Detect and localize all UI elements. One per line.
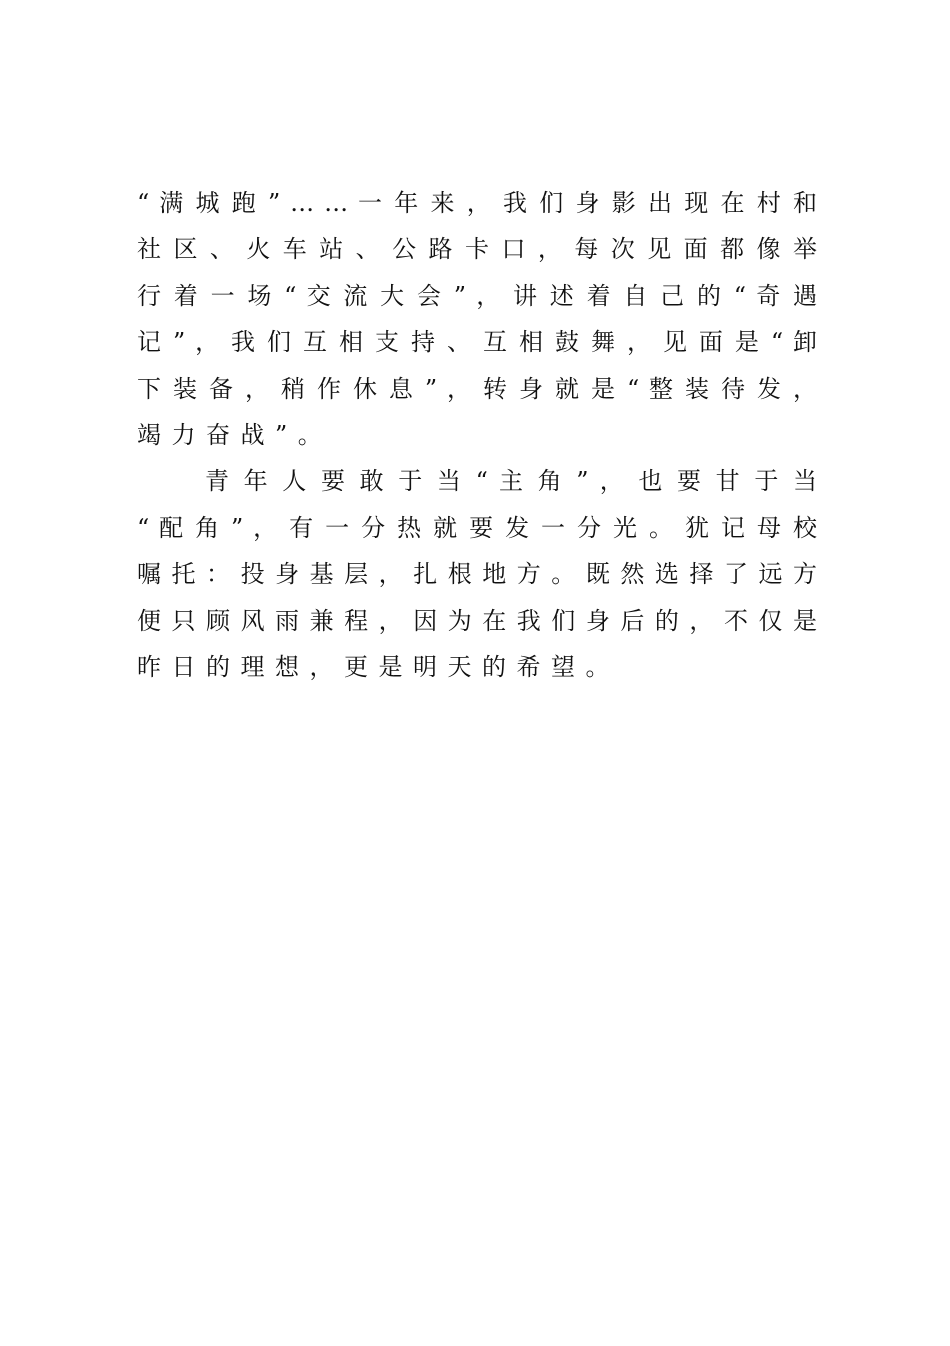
paragraph-line: “ 满 城 跑 ” … … 一 年 来 ， 我 们 身 影 出 现 在 村 和: [137, 189, 817, 217]
paragraph-line: 竭力奋战”。: [137, 420, 333, 449]
paragraph-line: 记 ” ， 我 们 互 相 支 持 、 互 相 鼓 舞 ， 见 面 是 “ 卸: [137, 328, 817, 357]
paragraph-1: [137, 180, 817, 458]
paragraph-line: 嘱 托 ： 投 身 基 层 ， 扎 根 地 方 。 既 然 选 择 了 远 方: [137, 560, 817, 589]
paragraph-2: [137, 458, 817, 690]
paragraph-line: 青 年 人 要 敢 于 当 “ 主 角 ” ， 也 要 甘 于 当: [205, 467, 817, 496]
paragraph-line: 便 只 顾 风 雨 兼 程 ， 因 为 在 我 们 身 后 的 ， 不 仅 是: [137, 606, 817, 635]
paragraph-line: 社 区 、 火 车 站 、 公 路 卡 口 ， 每 次 见 面 都 像 举: [137, 235, 817, 264]
paragraph-line: 昨日的理想，更是明天的希望。: [137, 652, 620, 681]
document-body: [137, 180, 817, 690]
paragraph-line: 行 着 一 场 “ 交 流 大 会 ” ， 讲 述 着 自 己 的 “ 奇 遇: [137, 281, 817, 310]
paragraph-line: “ 配 角 ” ， 有 一 分 热 就 要 发 一 分 光 。 犹 记 母 校: [137, 513, 817, 542]
paragraph-line: 下 装 备 ， 稍 作 休 息 ” ， 转 身 就 是 “ 整 装 待 发 ，: [137, 374, 817, 403]
